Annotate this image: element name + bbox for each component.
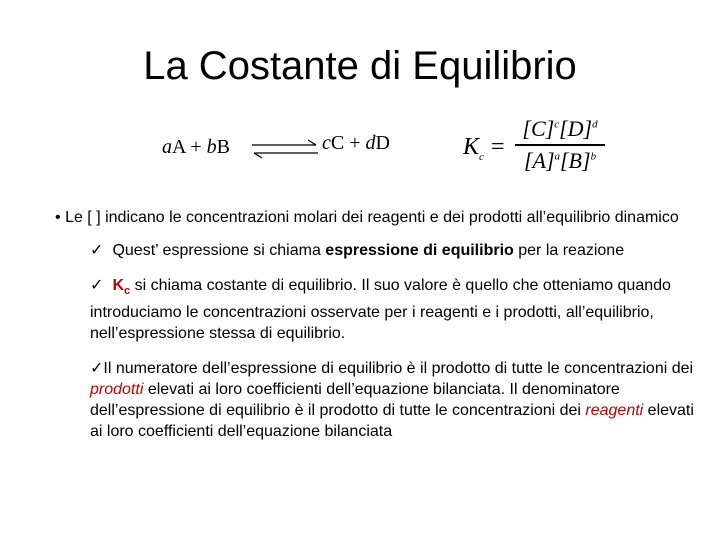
reaction-products bbox=[322, 132, 390, 155]
kc-inline bbox=[112, 277, 131, 298]
slide-content bbox=[55, 207, 695, 456]
equilibrium-arrows-icon bbox=[250, 138, 320, 160]
species-d: D bbox=[375, 132, 390, 154]
coef-c: c bbox=[322, 132, 331, 154]
kc-numerator bbox=[515, 116, 605, 142]
den-exp-a: a bbox=[554, 150, 560, 163]
den-conc-b: [B] bbox=[560, 147, 591, 173]
check-item-3 bbox=[90, 358, 695, 442]
reaction-equation bbox=[162, 128, 432, 168]
fraction-bar bbox=[515, 144, 605, 146]
kc-fraction bbox=[515, 116, 605, 174]
species-a: A + bbox=[172, 136, 207, 158]
item3-text-1: Il numeratore dell’espressione di equilibrio è il prodotto di tutte le concentrazioni dei bbox=[103, 360, 694, 378]
kc-denominator bbox=[515, 148, 605, 174]
kc-inline-sub: c bbox=[124, 285, 131, 298]
species-b: B bbox=[216, 136, 230, 158]
num-exp-d: d bbox=[592, 118, 598, 131]
item1-text-post: per la reazione bbox=[513, 242, 625, 259]
check-item-2 bbox=[90, 275, 695, 344]
page-title: La Costante di Equilibrio bbox=[143, 44, 577, 88]
kc-equals: = bbox=[491, 134, 505, 160]
item3-text-3: elevati ai loro coefficienti dell’equazione bilanciata bbox=[90, 402, 694, 441]
check-item-1 bbox=[90, 240, 695, 261]
bullet-item bbox=[55, 207, 695, 228]
check-icon: ✓ bbox=[90, 360, 104, 378]
item3-text-2: elevati ai loro coefficienti dell’equazione bilanciata. Il denominatore dell’espressione di equilibrio è il prodotto di tutte le concentrazioni dei bbox=[90, 381, 620, 420]
num-conc-c: [C] bbox=[522, 116, 555, 141]
kc-k: K bbox=[463, 134, 480, 160]
kc-k-sub: c bbox=[479, 150, 484, 163]
item3-red-prodotti: prodotti bbox=[90, 381, 144, 399]
species-c: C + bbox=[330, 132, 366, 154]
coef-d: d bbox=[365, 132, 376, 154]
item1-text-bold: espressione di equilibrio bbox=[325, 242, 514, 259]
bullet-marker: • bbox=[55, 209, 61, 226]
item1-text-pre: Quest’ espressione si chiama bbox=[112, 242, 326, 259]
reaction-reactants bbox=[162, 136, 230, 159]
item3-red-reagenti: reagenti bbox=[585, 402, 644, 420]
check-icon: ✓ bbox=[90, 242, 104, 259]
kc-symbol bbox=[463, 134, 484, 163]
check-icon: ✓ bbox=[90, 277, 104, 294]
coef-b: b bbox=[206, 136, 217, 158]
den-exp-b: b bbox=[590, 150, 597, 163]
num-conc-d: [D] bbox=[559, 116, 593, 141]
coef-a: a bbox=[162, 136, 172, 158]
den-conc-a: [A] bbox=[523, 147, 555, 173]
num-exp-c: c bbox=[554, 118, 560, 131]
kc-expression bbox=[463, 116, 613, 186]
item2-text: si chiama costante di equilibrio. Il suo valore è quello che otteniamo quando introduciamo le concentrazioni osservate per i reagenti e i prodotti, all’equilibrio, nell’espressione stessa di equilibrio. bbox=[90, 277, 671, 343]
kc-inline-k: K bbox=[112, 277, 125, 294]
bullet-text: Le [ ] indicano le concentrazioni molari dei reagenti e dei prodotti all’equilibrio dinamico bbox=[65, 209, 679, 226]
